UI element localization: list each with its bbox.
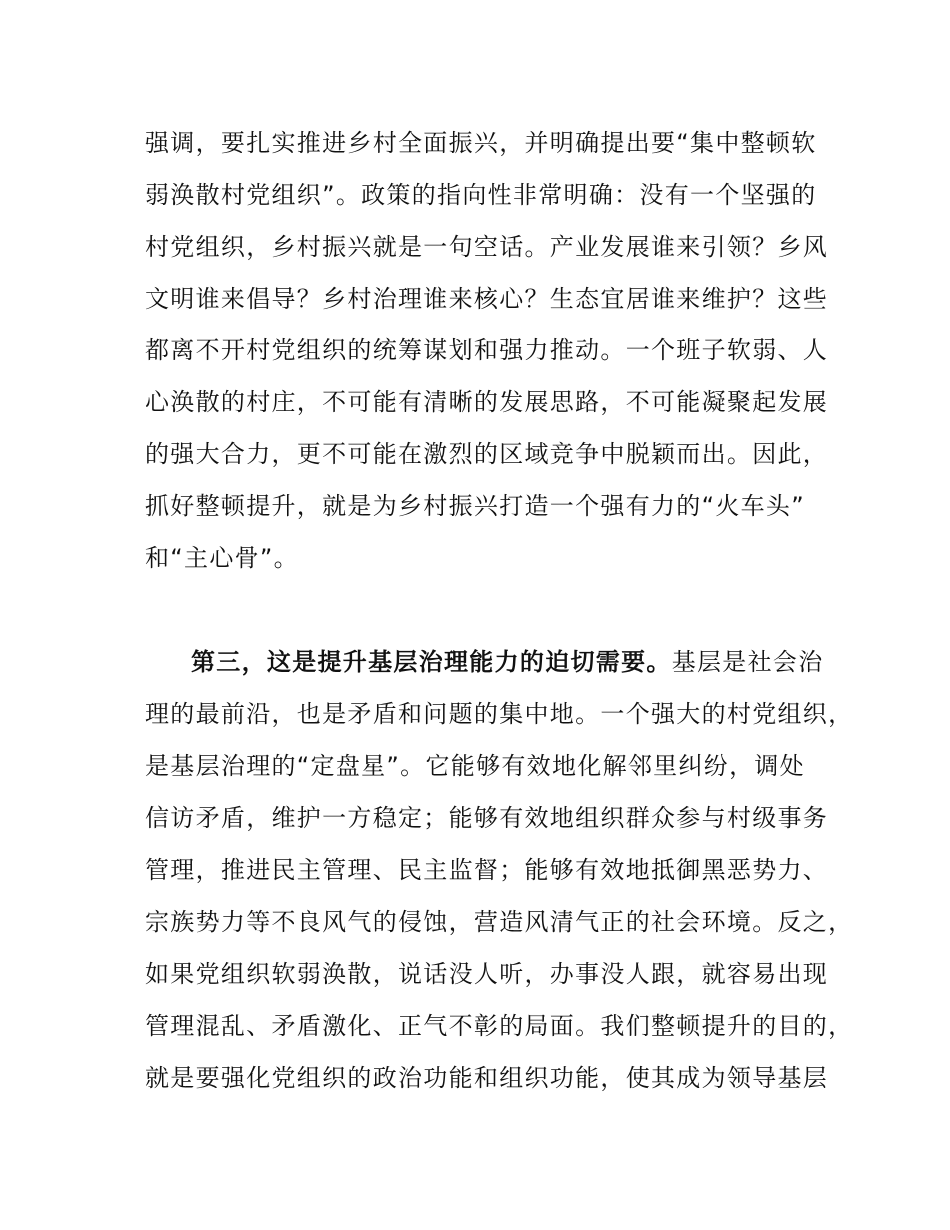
- text-line: 都离不开村党组织的统筹谋划和强力推动。一个班子软弱、人: [145, 336, 829, 364]
- text-line: 是基层治理的“定盘星”。它能够有效地化解邻里纠纷，调处: [145, 752, 805, 780]
- text-line: 如果党组织软弱涣散，说话没人听，办事没人跟，就容易出现: [145, 960, 829, 988]
- text-line: 心涣散的村庄，不可能有清晰的发展思路，不可能凝聚起发展: [145, 388, 829, 416]
- paragraph-heading: 第三，这是提升基层治理能力的迫切需要。: [191, 648, 672, 676]
- text-line: 的强大合力，更不可能在激烈的区域竞争中脱颖而出。因此，: [145, 440, 829, 468]
- text-line: 强调，要扎实推进乡村全面振兴，并明确提出要“集中整顿软: [145, 129, 817, 157]
- text-line: 文明谁来倡导？乡村治理谁来核心？生态宜居谁来维护？这些: [145, 285, 829, 313]
- text-line: [191, 647, 824, 677]
- text-line: 信访矛盾，维护一方稳定；能够有效地组织群众参与村级事务: [145, 804, 829, 832]
- text-line: 和“主心骨”。: [145, 544, 299, 572]
- text-line: 管理，推进民主管理、民主监督；能够有效地抵御黑恶势力、: [145, 856, 829, 884]
- text-line: 宗族势力等不良风气的侵蚀，营造风清气正的社会环境。反之，: [145, 908, 854, 936]
- text-line: 理的最前沿，也是矛盾和问题的集中地。一个强大的村党组织，: [145, 700, 854, 728]
- text-run: 基层是社会治: [671, 648, 824, 676]
- text-line: 管理混乱、矛盾激化、正气不彰的局面。我们整顿提升的目的，: [145, 1012, 854, 1040]
- text-line: 就是要强化党组织的政治功能和组织功能，使其成为领导基层: [145, 1064, 829, 1092]
- text-line: 抓好整顿提升，就是为乡村振兴打造一个强有力的“火车头”: [145, 492, 805, 520]
- text-line: 村党组织，乡村振兴就是一句空话。产业发展谁来引领？乡风: [145, 233, 829, 261]
- text-line: 弱涣散村党组织”。政策的指向性非常明确：没有一个坚强的: [145, 181, 817, 209]
